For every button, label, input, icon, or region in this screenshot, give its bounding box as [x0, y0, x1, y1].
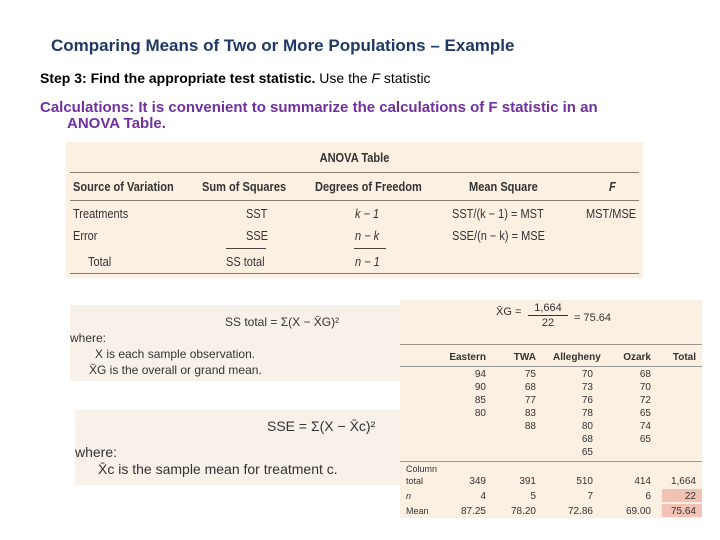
data-cell: 65: [639, 408, 651, 419]
slide-title: Comparing Means of Two or More Populations – Example: [51, 36, 515, 55]
calculations-text: [40, 100, 680, 132]
row-total-ss: SS total: [226, 255, 265, 269]
header-sum-of-squares: Sum of Squares: [202, 179, 287, 194]
data-cell: 88: [524, 421, 536, 432]
grand-mean-lhs: X̄G =: [496, 306, 522, 318]
col-header-twa: TWA: [513, 352, 536, 363]
data-cell: 65: [581, 447, 593, 458]
row-error-source: Error: [73, 229, 98, 243]
header-degrees-of-freedom: Degrees of Freedom: [315, 179, 422, 194]
data-rule-header: [400, 366, 702, 367]
summary-cell: 6: [645, 491, 651, 502]
data-cell: 65: [639, 434, 651, 445]
grand-mean-fraction: [528, 302, 568, 329]
row-error-ss: SSE: [246, 229, 269, 243]
data-cell: 78: [581, 408, 593, 419]
summary-cell: 349: [469, 476, 486, 487]
data-cell: 70: [581, 369, 593, 380]
calculations-line-1: Calculations: It is convenient to summarize the calculations of F statistic in an: [40, 99, 598, 116]
anova-rule-bottom: [70, 273, 639, 274]
summary-cell: 72.86: [567, 506, 593, 517]
summary-label-n: n: [406, 491, 412, 501]
data-cell: 76: [581, 395, 593, 406]
summary-cell: 69.00: [625, 506, 651, 517]
fraction-bar: [528, 315, 568, 316]
airline-data-table: [400, 300, 702, 518]
data-cell: 68: [581, 434, 593, 445]
summary-cell: 78.20: [510, 506, 536, 517]
ss-total-where: where:: [70, 331, 107, 345]
summary-cell: 75.64: [670, 506, 696, 517]
col-header-eastern: Eastern: [449, 352, 486, 363]
summary-cell: 7: [587, 491, 593, 502]
data-cell: 77: [524, 395, 536, 406]
row-treatments-ss: SST: [246, 207, 268, 221]
grand-mean-result: = 75.64: [574, 312, 612, 324]
column-label: Column: [406, 464, 438, 474]
ss-total-desc-x: X is each sample observation.: [95, 347, 256, 361]
ss-total-formula: SS total = Σ(X − X̄G)²: [225, 315, 340, 329]
ss-sum-line: [226, 248, 266, 249]
step3-label: Step 3: Find the appropriate test statistic.: [40, 70, 316, 86]
summary-label-total: total: [406, 476, 424, 486]
summary-cell: 391: [519, 476, 536, 487]
summary-cell: 22: [684, 491, 696, 502]
summary-cell: 510: [576, 476, 593, 487]
row-treatments-f: MST/MSE: [586, 207, 637, 221]
row-treatments-ms: SST/(k − 1) = MST: [452, 207, 544, 221]
row-treatments-df: k − 1: [355, 207, 380, 221]
data-cell: 85: [474, 395, 486, 406]
summary-cell: 87.25: [460, 506, 486, 517]
summary-label-mean: Mean: [406, 506, 429, 516]
data-cell: 80: [474, 408, 486, 419]
ss-total-desc-grand-mean: X̄G is the overall or grand mean.: [89, 363, 262, 377]
row-total-source: Total: [88, 255, 112, 269]
row-error-df: n − k: [355, 229, 380, 243]
step3-f-symbol: F: [371, 70, 380, 86]
anova-rule-header: [70, 200, 639, 201]
header-f: F: [609, 179, 616, 194]
data-cell: 68: [639, 369, 651, 380]
sse-desc: X̄c is the sample mean for treatment c.: [98, 461, 338, 477]
anova-table: [66, 142, 643, 278]
step3-text: [40, 70, 431, 86]
ss-total-panel: [70, 305, 400, 381]
data-cell: 75: [524, 369, 536, 380]
sse-panel: [75, 410, 400, 485]
data-cell: 70: [639, 382, 651, 393]
sse-where: where:: [75, 444, 118, 460]
sse-formula: SSE = Σ(X − X̄c)²: [267, 418, 376, 434]
summary-cell: 4: [480, 491, 486, 502]
data-rule-top: [400, 344, 702, 345]
summary-cell: 1,664: [670, 476, 696, 487]
data-cell: 80: [581, 421, 593, 432]
summary-cell: 5: [530, 491, 536, 502]
row-total-df: n − 1: [355, 255, 380, 269]
data-cell: 90: [474, 382, 486, 393]
col-header-allegheny: Allegheny: [553, 352, 601, 363]
data-cell: 72: [639, 395, 651, 406]
df-sum-line: [354, 248, 386, 249]
data-cell: 68: [524, 382, 536, 393]
row-treatments-source: Treatments: [73, 207, 129, 221]
summary-cell: 414: [634, 476, 651, 487]
col-header-ozark: Ozark: [623, 352, 651, 363]
header-mean-square: Mean Square: [469, 179, 538, 194]
header-source: Source of Variation: [73, 179, 174, 194]
data-cell: 74: [639, 421, 651, 432]
data-cell: 73: [581, 382, 593, 393]
data-cell: 94: [474, 369, 486, 380]
step3-rest-post: statistic: [379, 70, 431, 86]
col-header-total: Total: [672, 352, 696, 363]
data-cell: 83: [524, 408, 536, 419]
anova-caption: ANOVA Table: [319, 150, 390, 165]
calculations-line-2: ANOVA Table.: [67, 115, 166, 132]
data-rule-summary: [400, 461, 702, 462]
row-error-ms: SSE/(n − k) = MSE: [452, 229, 545, 243]
grand-mean-numerator: 1,664: [534, 302, 562, 314]
step3-rest-pre: Use the: [315, 70, 372, 86]
anova-rule-top: [70, 172, 639, 173]
grand-mean-denominator: 22: [541, 317, 555, 329]
